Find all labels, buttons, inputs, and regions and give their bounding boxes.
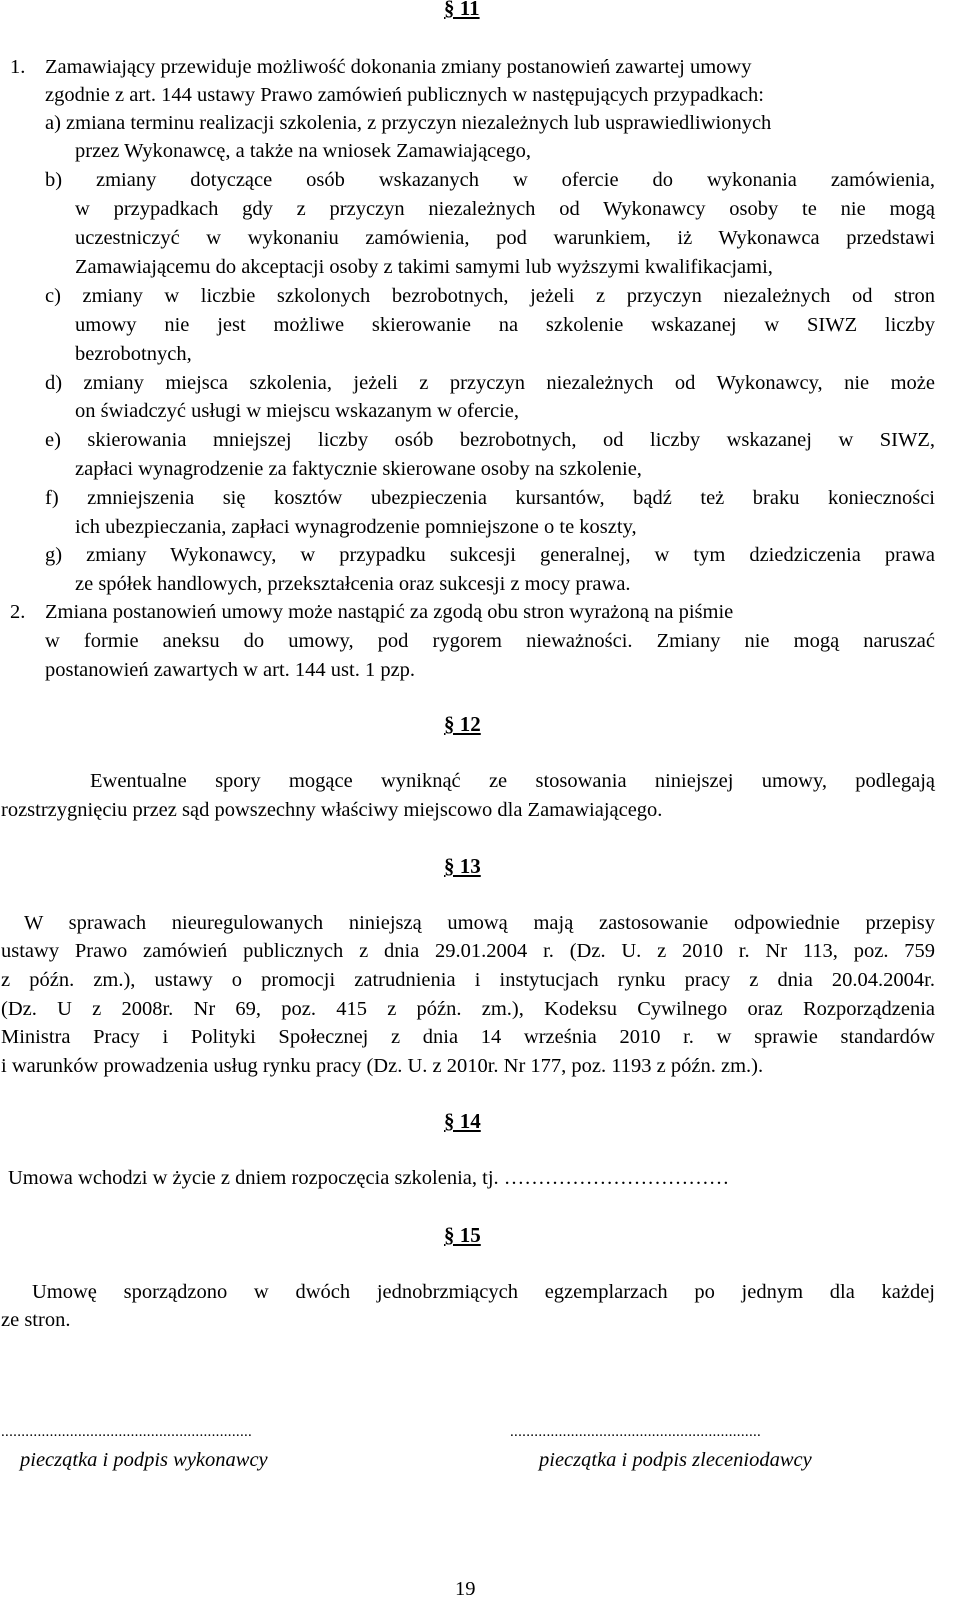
signature-line-right: .............................................................. — [510, 1424, 762, 1440]
section-13-line1: W sprawach nieuregulowanych niniejszą umową mają zastosowanie odpowiednie przepisy — [24, 912, 935, 934]
item-e-line2: zapłaci wynagrodzenie za faktycznie skierowane osoby na szkolenie, — [75, 458, 642, 480]
page-number: 19 — [455, 1578, 476, 1600]
section-15-heading: § 15 — [444, 1223, 481, 1247]
item-2-line3: postanowień zawartych w art. 144 ust. 1 pzp. — [45, 659, 416, 681]
item-e-line1: e) skierowania mniejszej liczby osób bezrobotnych, od liczby wskazanej w SIWZ, — [45, 429, 935, 451]
item-2-line2: w formie aneksu do umowy, pod rygorem nieważności. Zmiany nie mogą naruszać — [45, 630, 935, 652]
section-15-line2: ze stron. — [1, 1309, 71, 1331]
section-13-line4: (Dz. U z 2008r. Nr 69, poz. 415 z późn. zm.), Kodeksu Cywilnego oraz Rozporządzenia — [1, 998, 935, 1020]
section-13-line6: i warunków prowadzenia usług rynku pracy (Dz. U. z 2010r. Nr 177, poz. 1193 z późn. zm.). — [1, 1055, 764, 1077]
item-b-line4: Zamawiającemu do akceptacji osoby z takimi samymi lub wyższymi kwalifikacjami, — [75, 256, 773, 278]
section-14-heading: § 14 — [444, 1109, 481, 1133]
item-d-line1: d) zmiany miejsca szkolenia, jeżeli z przyczyn niezależnych od Wykonawcy, nie może — [45, 372, 935, 394]
item-a-line2: przez Wykonawcę, a także na wniosek Zamawiającego, — [75, 140, 531, 162]
item-f-line2: ich ubezpieczania, zapłaci wynagrodzenie pomniejszone o te koszty, — [75, 516, 637, 538]
signature-label-contractor: pieczątka i podpis wykonawcy — [20, 1449, 268, 1471]
item-c-line2: umowy nie jest możliwe skierowanie na szkolenie wskazanej w SIWZ liczby — [75, 314, 935, 336]
section-14-line1: Umowa wchodzi w życie z dniem rozpoczęcia szkolenia, tj. …………………………… — [8, 1167, 730, 1189]
item-b-line3: uczestniczyć w wykonaniu zamówienia, pod warunkiem, iż Wykonawca przedstawi — [75, 227, 935, 249]
item-1-text: Zamawiający przewiduje możliwość dokonania zmiany postanowień zawartej umowy — [45, 56, 752, 78]
signature-label-client: pieczątka i podpis zleceniodawcy — [539, 1449, 812, 1471]
signature-line-left: .............................................................. — [1, 1424, 253, 1440]
item-2-number: 2. — [10, 601, 26, 623]
section-13-line2: ustawy Prawo zamówień publicznych z dnia 29.01.2004 r. (Dz. U. z 2010 r. Nr 113, poz. 759 — [1, 940, 935, 962]
section-12-line2: rozstrzygnięciu przez sąd powszechny właściwy miejscowo dla Zamawiającego. — [1, 799, 663, 821]
item-b-line1: b) zmiany dotyczące osób wskazanych w ofercie do wykonania zamówienia, — [45, 169, 935, 191]
section-13-line3: z późn. zm.), ustawy o promocji zatrudnienia i instytucjach rynku pracy z dnia 20.04.2004r. — [1, 969, 935, 991]
item-b-line2: w przypadkach gdy z przyczyn niezależnych od Wykonawcy osoby te nie mogą — [75, 198, 935, 220]
item-f-line1: f) zmniejszenia się kosztów ubezpieczenia kursantów, bądź też braku konieczności — [45, 487, 935, 509]
item-c-line1: c) zmiany w liczbie szkolonych bezrobotnych, jeżeli z przyczyn niezależnych od stron — [45, 285, 935, 307]
item-g-line1: g) zmiany Wykonawcy, w przypadku sukcesji generalnej, w tym dziedziczenia prawa — [45, 544, 935, 566]
section-12-line1: Ewentualne spory mogące wyniknąć ze stosowania niniejszej umowy, podlegają — [90, 770, 935, 792]
item-d-line2: on świadczyć usługi w miejscu wskazanym w ofercie, — [75, 400, 520, 422]
item-2-line1: Zmiana postanowień umowy może nastąpić za zgodą obu stron wyrażoną na piśmie — [45, 601, 734, 623]
section-13-line5: Ministra Pracy i Polityki Społecznej z dnia 14 września 2010 r. w sprawie standardów — [1, 1026, 935, 1048]
section-13-heading: § 13 — [444, 854, 481, 878]
item-1-number: 1. — [10, 56, 26, 78]
item-1-continuation: zgodnie z art. 144 ustawy Prawo zamówień publicznych w następujących przypadkach: — [45, 84, 764, 106]
section-11-heading: § 11 — [444, 0, 480, 20]
section-12-heading: § 12 — [444, 712, 481, 736]
section-15-line1: Umowę sporządzono w dwóch jednobrzmiących egzemplarzach po jednym dla każdej — [32, 1281, 935, 1303]
item-c-line3: bezrobotnych, — [75, 343, 192, 365]
item-a-line1: a) zmiana terminu realizacji szkolenia, z przyczyn niezależnych lub usprawiedliwionych — [45, 112, 772, 134]
item-g-line2: ze spółek handlowych, przekształcenia oraz sukcesji z mocy prawa. — [75, 573, 631, 595]
